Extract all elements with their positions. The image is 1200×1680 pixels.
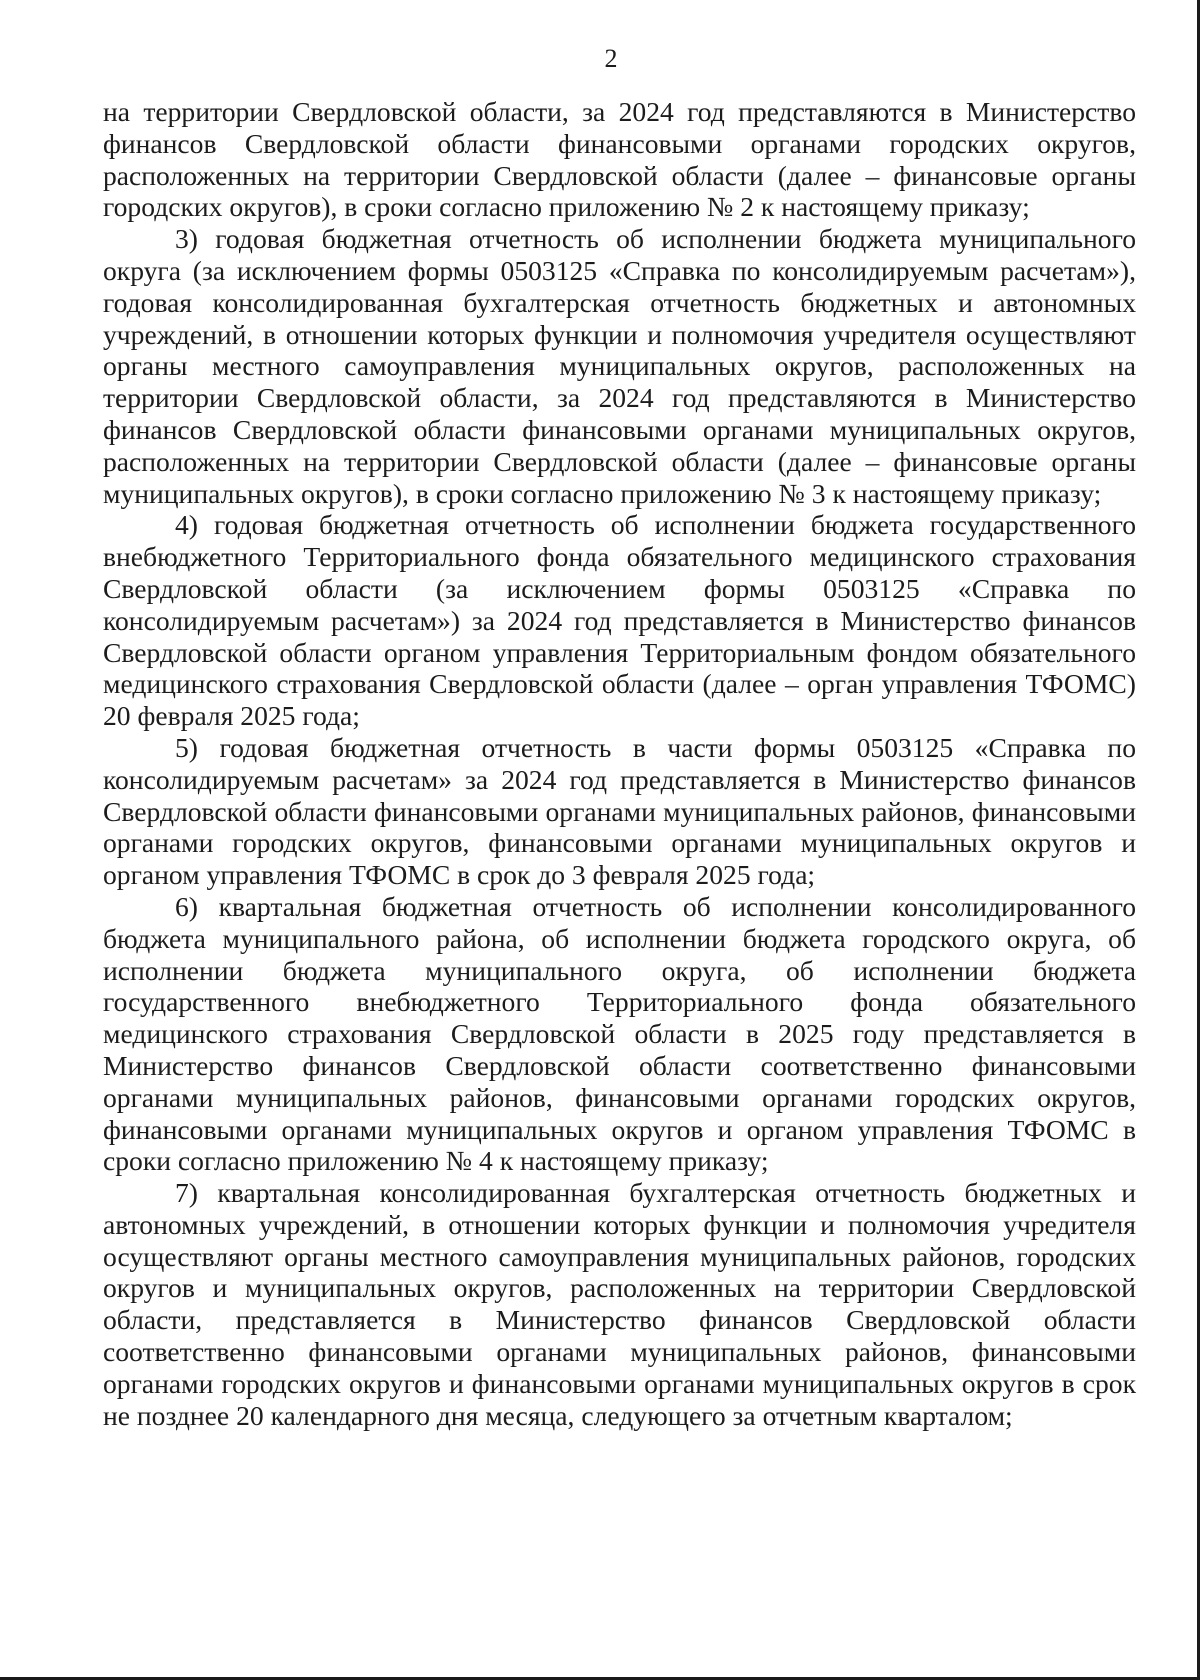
paragraph-item-7: 7) квартальная консолидированная бухгалтерская отчетность бюджетных и автономных учреждений, в отношении которых функции и полномочия учредителя осуществляют органы местного самоуправления муниципальных районов, городских округов и муниципальных округов, расположенных на территории Свердловской области, представляется в Министерство финансов Свердловской области соответственно финансовыми органами муниципальных районов, финансовыми органами городских округов и финансовыми органами муниципальных округов в срок не позднее 20 календарного дня месяца, следующего за отчетным кварталом; bbox=[103, 1177, 1136, 1431]
page-number: 2 bbox=[604, 44, 618, 73]
paragraph-item-4: 4) годовая бюджетная отчетность об исполнении бюджета государственного внебюджетного Территориального фонда обязательного медицинского страхования Свердловской области (за исключением формы 0503125 «Справка по консолидируемым расчетам») за 2024 год представляется в Министерство финансов Свердловской области органом управления Территориальным фондом обязательного медицинского страхования Свердловской области (далее – орган управления ТФОМС) 20 февраля 2025 года; bbox=[103, 509, 1136, 732]
paragraph-continuation: на территории Свердловской области, за 2024 год представляются в Министерство финансов Свердловской области финансовыми органами городских округов, расположенных на территории Свердловской области (далее – финансовые органы городских округов), в сроки согласно приложению № 2 к настоящему приказу; bbox=[103, 96, 1136, 223]
paragraph-item-5: 5) годовая бюджетная отчетность в части формы 0503125 «Справка по консолидируемым расчетам» за 2024 год представляется в Министерство финансов Свердловской области финансовыми органами муниципальных районов, финансовыми органами городских округов, финансовыми органами муниципальных округов и органом управления ТФОМС в срок до 3 февраля 2025 года; bbox=[103, 731, 1136, 891]
paragraph-item-3: 3) годовая бюджетная отчетность об исполнении бюджета муниципального округа (за исключением формы 0503125 «Справка по консолидируемым расчетам»), годовая консолидированная бухгалтерская отчетность бюджетных и автономных учреждений, в отношении которых функции и полномочия учредителя осуществляют органы местного самоуправления муниципальных округов, расположенных на территории Свердловской области, за 2024 год представляются в Министерство финансов Свердловской области финансовыми органами муниципальных округов, расположенных на территории Свердловской области (далее – финансовые органы муниципальных округов), в сроки согласно приложению № 3 к настоящему приказу; bbox=[103, 223, 1136, 509]
paragraph-item-6: 6) квартальная бюджетная отчетность об исполнении консолидированного бюджета муниципального района, об исполнении бюджета городского округа, об исполнении бюджета муниципального округа, об исполнении бюджета государственного внебюджетного Территориального фонда обязательного медицинского страхования Свердловской области в 2025 году представляется в Министерство финансов Свердловской области соответственно финансовыми органами муниципальных районов, финансовыми органами городских округов, финансовыми органами муниципальных округов и органом управления ТФОМС в сроки согласно приложению № 4 к настоящему приказу; bbox=[103, 890, 1136, 1177]
document-body bbox=[103, 96, 1136, 1431]
